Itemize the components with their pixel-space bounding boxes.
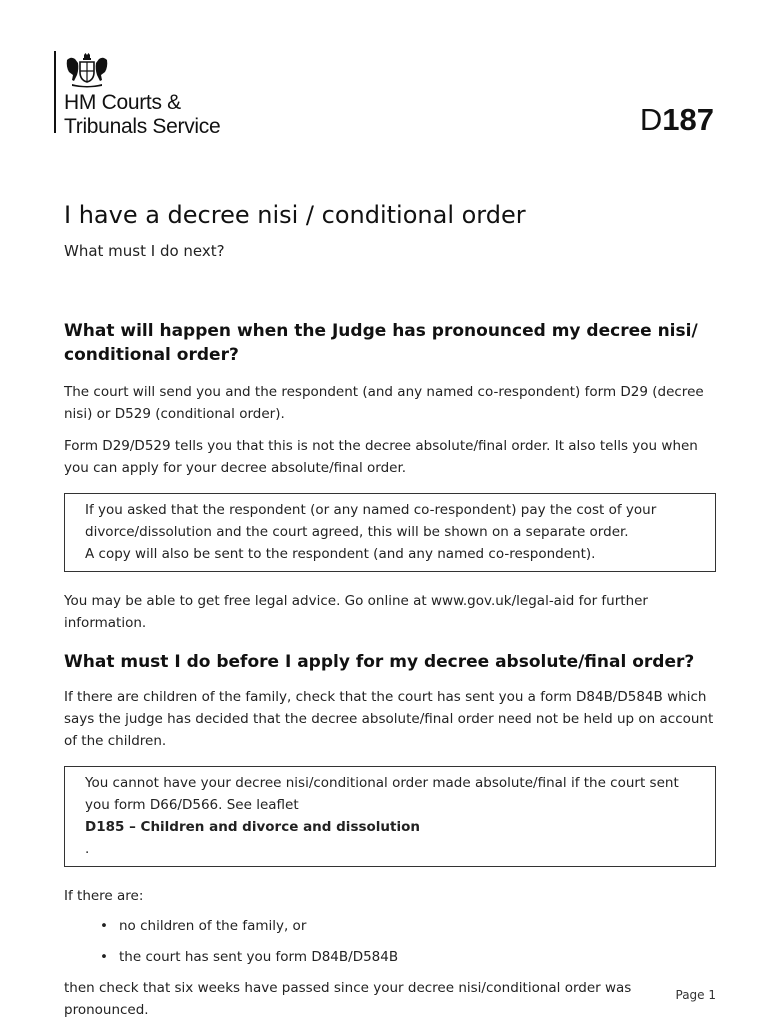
legal-advice-paragraph: You may be able to get free legal advice. Go online at www.gov.uk/legal-aid for further information.	[64, 593, 648, 631]
section2-heading: What must I do before I apply for my decree absolute/final order?	[64, 652, 695, 672]
section1-paragraph-2: Form D29/D529 tells you that this is not the decree absolute/final order. It also tells you when you can apply for your decree absolute/final order.	[64, 438, 698, 476]
royal-coat-of-arms-icon	[64, 52, 110, 88]
section2-paragraph-2: then check that six weeks have passed since your decree nisi/conditional order was pronounced.	[64, 980, 632, 1018]
page-subtitle: What must I do next?	[64, 242, 225, 260]
children-note-text	[85, 772, 697, 860]
costs-note-line2: divorce/dissolution and the court agreed, this will be shown on a separate order.	[85, 524, 629, 540]
costs-note-box	[64, 493, 716, 572]
section1-paragraph-1: The court will send you and the respondent (and any named co-respondent) form D29 (decree nisi) or D529 (conditional order).	[64, 384, 704, 422]
costs-note-line1: If you asked that the respondent (or any named co-respondent) pay the cost of your	[85, 502, 657, 518]
if-there-are-intro: If there are:	[64, 888, 144, 904]
form-code	[640, 103, 714, 137]
form-code-prefix: D	[639, 102, 663, 137]
list-item: • no children of the family, or	[100, 915, 716, 937]
organisation-name	[64, 91, 220, 139]
children-note-text-post: .	[85, 841, 90, 857]
page-title: I have a decree nisi / conditional order	[64, 201, 526, 229]
page-number: Page 1	[675, 988, 716, 1002]
section2-paragraph-1: If there are children of the family, check that the court has sent you a form D84B/D584B which says the judge has decided that the decree absolute/final order need not be held up on account of the children.	[64, 689, 714, 749]
org-name-line2: Tribunals Service	[64, 115, 221, 138]
costs-note-line3: A copy will also be sent to the respondent (and any named co-respondent).	[85, 546, 596, 562]
logo-divider	[54, 51, 56, 133]
children-note-box	[64, 766, 716, 867]
section1-heading: What will happen when the Judge has pronounced my decree nisi/ conditional order?	[64, 321, 698, 365]
list-item: • the court has sent you form D84B/D584B	[100, 946, 716, 968]
leaflet-reference: D185 – Children and divorce and dissolution	[85, 819, 420, 835]
main-content	[64, 319, 716, 1031]
form-code-number: 187	[662, 102, 714, 137]
conditions-list	[64, 915, 716, 968]
children-note-text-pre: You cannot have your decree nisi/conditional order made absolute/final if the court sent you form D66/D566. See leaflet	[85, 775, 679, 813]
org-name-line1: HM Courts &	[64, 91, 181, 114]
